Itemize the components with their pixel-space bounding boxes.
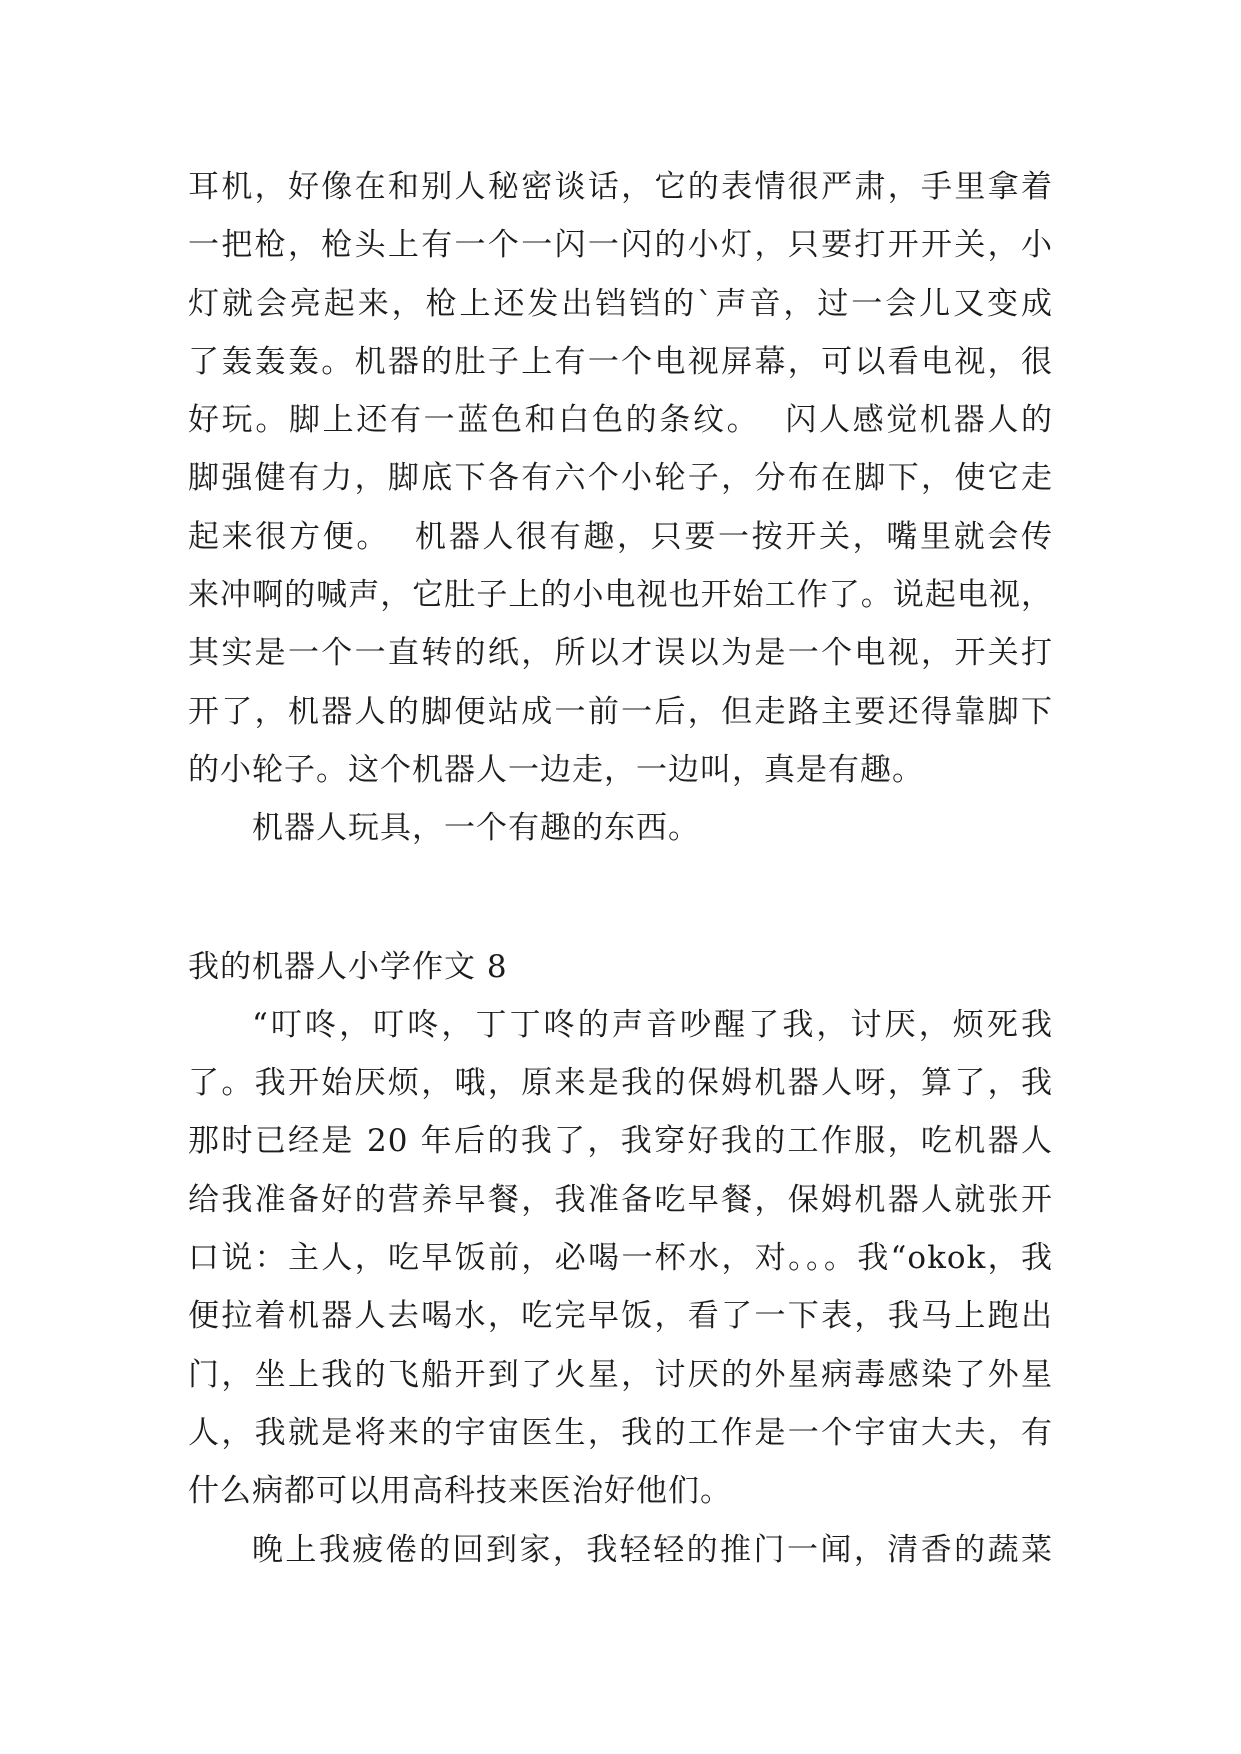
- paragraph-line: 开了，机器人的脚便站成一前一后，但走路主要还得靠脚下: [188, 693, 1053, 730]
- paragraph-line: 耳机，好像在和别人秘密谈话，它的表情很严肃，手里拿着: [188, 169, 1053, 205]
- paragraph-line: 灯就会亮起来，枪上还发出铛铛的`声音，过一会儿又变成: [188, 285, 1053, 322]
- paragraph-line: 起来很方便。 机器人很有趣，只要一按开关，嘴里就会传: [188, 518, 1053, 555]
- paragraph-line: 给我准备好的营养早餐，我准备吃早餐，保姆机器人就张开: [188, 1181, 1053, 1218]
- paragraph-line: 的小轮子。这个机器人一边走，一边叫，真是有趣。: [188, 751, 924, 788]
- paragraph-line: 晚上我疲倦的回到家，我轻轻的推门一闻，清香的蔬菜: [252, 1531, 1053, 1568]
- paragraph-line: “叮咚，叮咚，丁丁咚的声音吵醒了我，讨厌，烦死我: [252, 1006, 1053, 1043]
- paragraph-line: 了轰轰轰。机器的肚子上有一个电视屏幕，可以看电视，很: [188, 343, 1053, 380]
- paragraph-line: 了。我开始厌烦，哦，原来是我的保姆机器人呀，算了，我: [188, 1065, 1053, 1102]
- paragraph-line: 来冲啊的喊声，它肚子上的小电视也开始工作了。说起电视，: [188, 577, 1053, 614]
- paragraph-line: 好玩。脚上还有一蓝色和白色的条纹。 闪人感觉机器人的: [188, 402, 1053, 439]
- closing-line: 机器人玩具，一个有趣的东西。: [252, 810, 700, 847]
- text-body: [188, 158, 1053, 1579]
- section-spacer: [188, 858, 1053, 938]
- paragraph-line: 脚强健有力，脚底下各有六个小轮子，分布在脚下，使它走: [188, 460, 1053, 497]
- paragraph-line: 那时已经是 20 年后的我了，我穿好我的工作服，吃机器人: [188, 1123, 1053, 1160]
- section-heading: 我的机器人小学作文 8: [188, 948, 508, 985]
- paragraph-line: 口说：主人，吃早饭前，必喝一杯水，对。。。我“okok，我: [188, 1240, 1053, 1277]
- paragraph-line: 门，坐上我的飞船开到了火星，讨厌的外星病毒感染了外星: [188, 1356, 1053, 1393]
- paragraph-line: 便拉着机器人去喝水，吃完早饭，看了一下表，我马上跑出: [188, 1298, 1053, 1335]
- paragraph-line: 人，我就是将来的宇宙医生，我的工作是一个宇宙大夫，有: [188, 1414, 1053, 1451]
- paragraph-line: 一把枪，枪头上有一个一闪一闪的小灯，只要打开开关，小: [188, 227, 1053, 264]
- paragraph-line: 什么病都可以用高科技来医治好他们。: [188, 1473, 732, 1510]
- paragraph-line: 其实是一个一直转的纸，所以才误以为是一个电视，开关打: [188, 635, 1053, 672]
